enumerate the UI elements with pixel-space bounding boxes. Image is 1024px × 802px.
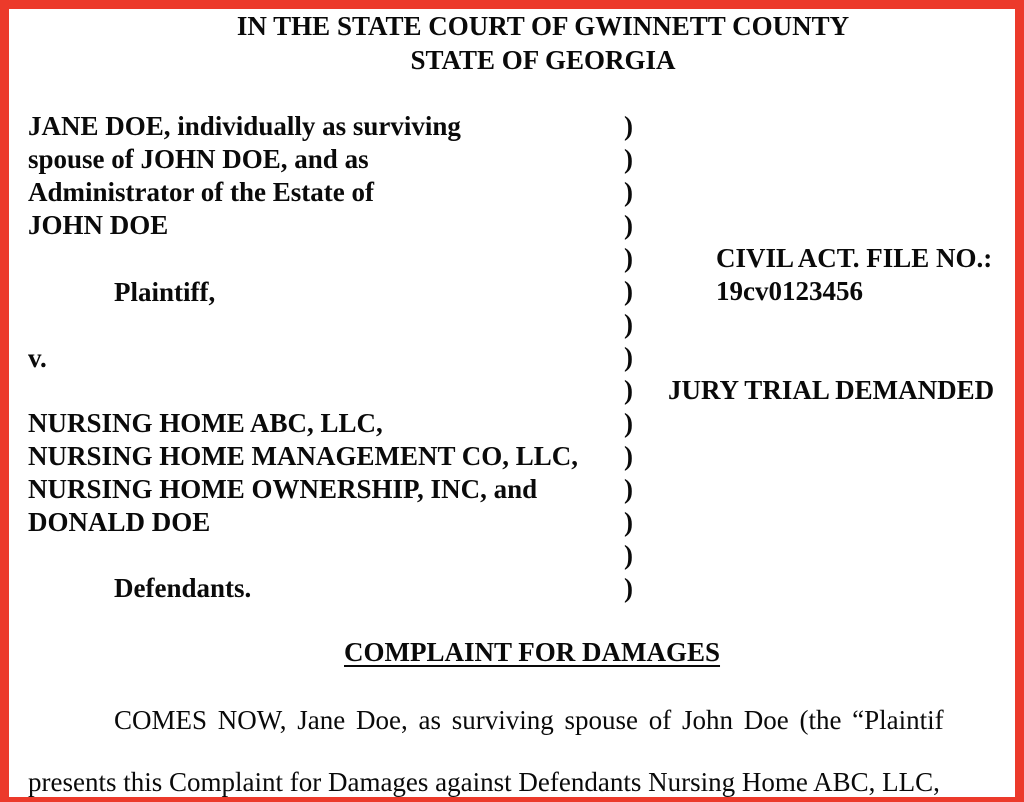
court-name: IN THE STATE COURT OF GWINNETT COUNTY [236,11,850,41]
defendant-line-3: NURSING HOME OWNERSHIP, INC, and [28,474,538,504]
caption-separator: ) [624,441,633,471]
caption-separator: ) [624,375,633,405]
complaint-paragraph-line-2: presents this Complaint for Damages against Defendants Nursing Home ABC, LLC, [28,767,940,797]
complaint-title: COMPLAINT FOR DAMAGES [344,637,721,667]
caption-separator: ) [624,474,633,504]
caption-separator: ) [624,243,633,273]
court-state: STATE OF GEORGIA [410,45,676,75]
defendants-role: Defendants. [114,573,252,603]
plaintiff-line-4: JOHN DOE [28,210,169,240]
defendant-line-1: NURSING HOME ABC, LLC, [28,408,383,438]
caption-separator: ) [624,144,633,174]
caption-separator: ) [624,342,633,372]
jury-demand: JURY TRIAL DEMANDED [668,375,995,405]
file-number-label: CIVIL ACT. FILE NO.: [716,243,993,273]
complaint-paragraph-line-1: COMES NOW, Jane Doe, as surviving spouse of John Doe (the “Plaintif [114,705,944,735]
caption-separator: ) [624,507,633,537]
caption-separator: ) [624,210,633,240]
caption-separator: ) [624,111,633,141]
file-number-value: 19cv0123456 [716,276,863,306]
caption-separator: ) [624,276,633,306]
plaintiff-line-1: JANE DOE, individually as surviving [28,111,461,141]
caption-separator: ) [624,540,633,570]
caption-separator: ) [624,408,633,438]
caption-separator: ) [624,309,633,339]
plaintiff-line-2: spouse of JOHN DOE, and as [28,144,369,174]
defendant-line-2: NURSING HOME MANAGEMENT CO, LLC, [28,441,579,471]
caption-separator: ) [624,573,633,603]
plaintiff-role: Plaintiff, [114,277,216,307]
plaintiff-line-3: Administrator of the Estate of [28,177,374,207]
versus-label: v. [28,343,47,373]
caption-separator: ) [624,177,633,207]
defendant-line-4: DONALD DOE [28,507,211,537]
